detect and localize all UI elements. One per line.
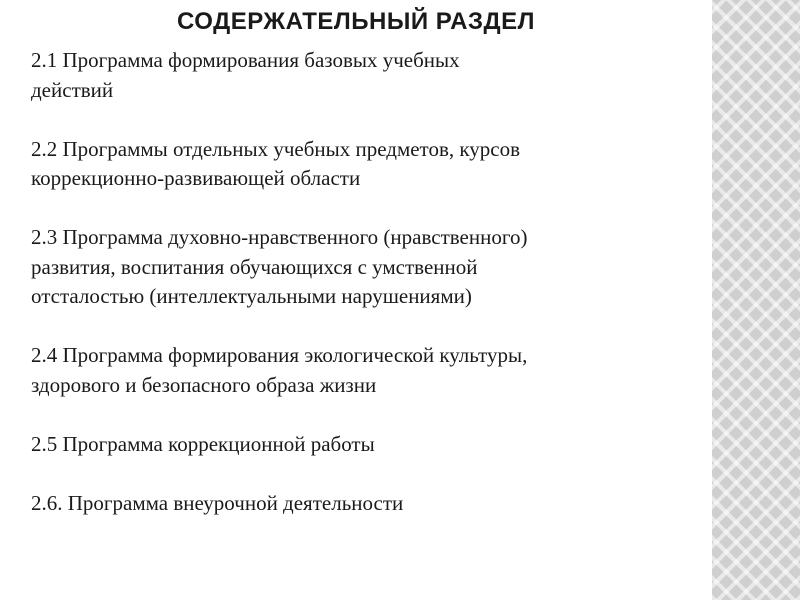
content-list xyxy=(31,46,691,518)
item-line: 2.5 Программа коррекционной работы xyxy=(31,431,375,456)
list-item xyxy=(31,135,691,194)
item-line: 2.4 Программа формирования экологической культуры, xyxy=(31,343,528,367)
list-item xyxy=(31,489,691,519)
list-item xyxy=(31,46,691,105)
item-line: 2.1 Программа формирования базовых учебных xyxy=(31,48,460,72)
item-line: 2.6. Программа внеурочной деятельности xyxy=(31,490,404,515)
slide-title: СОДЕРЖАТЕЛЬНЫЙ РАЗДЕЛ xyxy=(177,8,535,35)
item-line: отсталостью (интеллектуальными нарушениями) xyxy=(31,284,472,308)
item-line: развития, воспитания обучающихся с умственной xyxy=(31,254,478,279)
item-line: коррекционно-развивающей области xyxy=(31,166,361,190)
item-line: действий xyxy=(31,77,114,102)
decorative-pattern-strip xyxy=(712,0,800,600)
list-item xyxy=(31,341,691,400)
item-line: здорового и безопасного образа жизни xyxy=(31,372,377,397)
list-item xyxy=(31,223,691,312)
item-line: 2.2 Программы отдельных учебных предметов, курсов xyxy=(31,136,521,161)
item-line: 2.3 Программа духовно-нравственного (нравственного) xyxy=(31,225,528,249)
list-item xyxy=(31,430,691,460)
